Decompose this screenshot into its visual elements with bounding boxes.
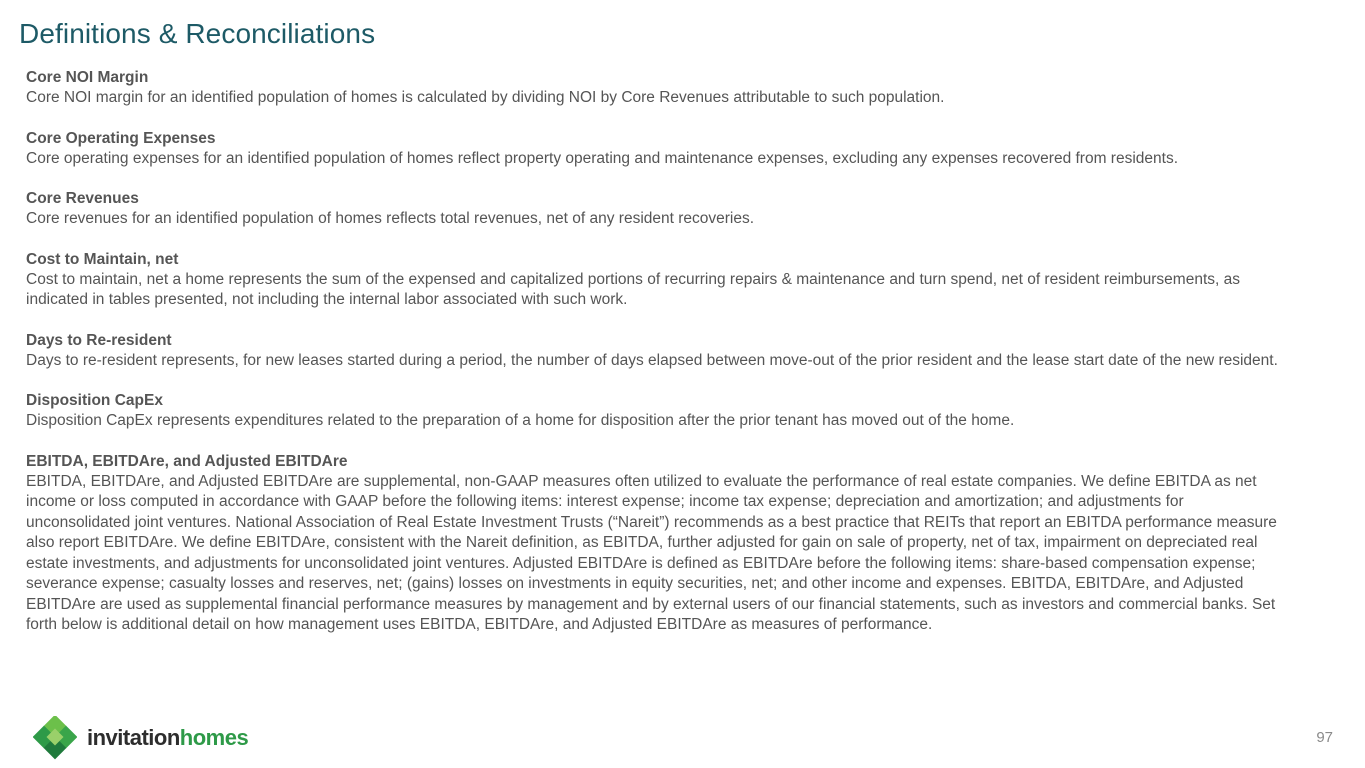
definition-core-noi-margin	[26, 68, 1291, 109]
definition-term: Core NOI Margin	[26, 69, 149, 86]
definition-text: Disposition CapEx represents expenditures related to the preparation of a home for disposition after the prior tenant has moved out of the home.	[26, 412, 1015, 429]
definition-cost-to-maintain	[26, 250, 1291, 311]
definition-ebitda	[26, 452, 1291, 636]
definition-term: EBITDA, EBITDAre, and Adjusted EBITDAre	[26, 452, 348, 470]
definition-term: Core Revenues	[26, 190, 139, 207]
definition-text: Core NOI margin for an identified population of homes is calculated by dividing NOI by Core Revenues attributable to such population.	[26, 89, 945, 106]
company-logo	[33, 716, 248, 760]
page-title: Definitions & Reconciliations	[19, 18, 376, 49]
definition-term: Core Operating Expenses	[26, 129, 216, 147]
logo-wordmark	[87, 725, 248, 751]
definition-core-revenues	[26, 189, 1291, 230]
definition-text: EBITDA, EBITDAre, and Adjusted EBITDAre are supplemental, non-GAAP measures often utilized to evaluate the performance of real estate companies. We define EBITDA as net income or loss computed in accordance with GAAP before the following items: interest expense; income tax expense; depreciation and amortization; and adjustments for unconsolidated joint ventures. National Association of Real Estate Investment Trusts (“Nareit”) recommends as a best practice that REITs that report an EBITDA performance measure also report EBITDAre. We define EBITDAre, consistent with the Nareit definition, as EBITDA, further adjusted for gain on sale of property, net of tax, impairment on depreciated real estate investments, and adjustments for unconsolidated joint ventures. Adjusted EBITDAre is defined as EBITDAre before the following items: share-based compensation expense; severance expense; casualty losses and reserves, net; (gains) losses on investments in equity securities, net; and other income and expenses. EBITDA, EBITDAre, and Adjusted EBITDAre are used as supplemental financial performance measures by management and by external users of our financial statements, such as investors and commercial banks. Set forth below is additional detail on how management uses EBITDA, EBITDAre, and Adjusted EBITDAre as measures of performance.	[26, 472, 1277, 633]
definition-text: Days to re-resident represents, for new leases started during a period, the number of days elapsed between move-out of the prior resident and the lease start date of the new resident.	[26, 351, 1278, 369]
page-number: 97	[1316, 729, 1333, 746]
definition-term: Days to Re-resident	[26, 331, 172, 349]
definition-text: Core operating expenses for an identified population of homes reflect property operating and maintenance expenses, excluding any expenses recovered from residents.	[26, 149, 1179, 167]
definition-text: Cost to maintain, net a home represents the sum of the expensed and capitalized portions of recurring repairs & maintenance and turn spend, net of resident reimbursements, as indicated in tables presented, not including the internal labor associated with such work.	[26, 270, 1240, 308]
definition-text: Core revenues for an identified population of homes reflects total revenues, net of any resident recoveries.	[26, 210, 755, 227]
definitions-list	[26, 68, 1291, 656]
definition-days-to-re-resident	[26, 331, 1291, 372]
diamond-cluster-logo-icon	[33, 716, 77, 760]
definition-disposition-capex	[26, 391, 1291, 432]
definition-term: Cost to Maintain, net	[26, 250, 179, 268]
definition-core-operating-expenses	[26, 129, 1291, 170]
definition-term: Disposition CapEx	[26, 392, 163, 409]
logo-word-homes: homes	[179, 725, 249, 750]
logo-word-invitation: invitation	[87, 725, 180, 750]
